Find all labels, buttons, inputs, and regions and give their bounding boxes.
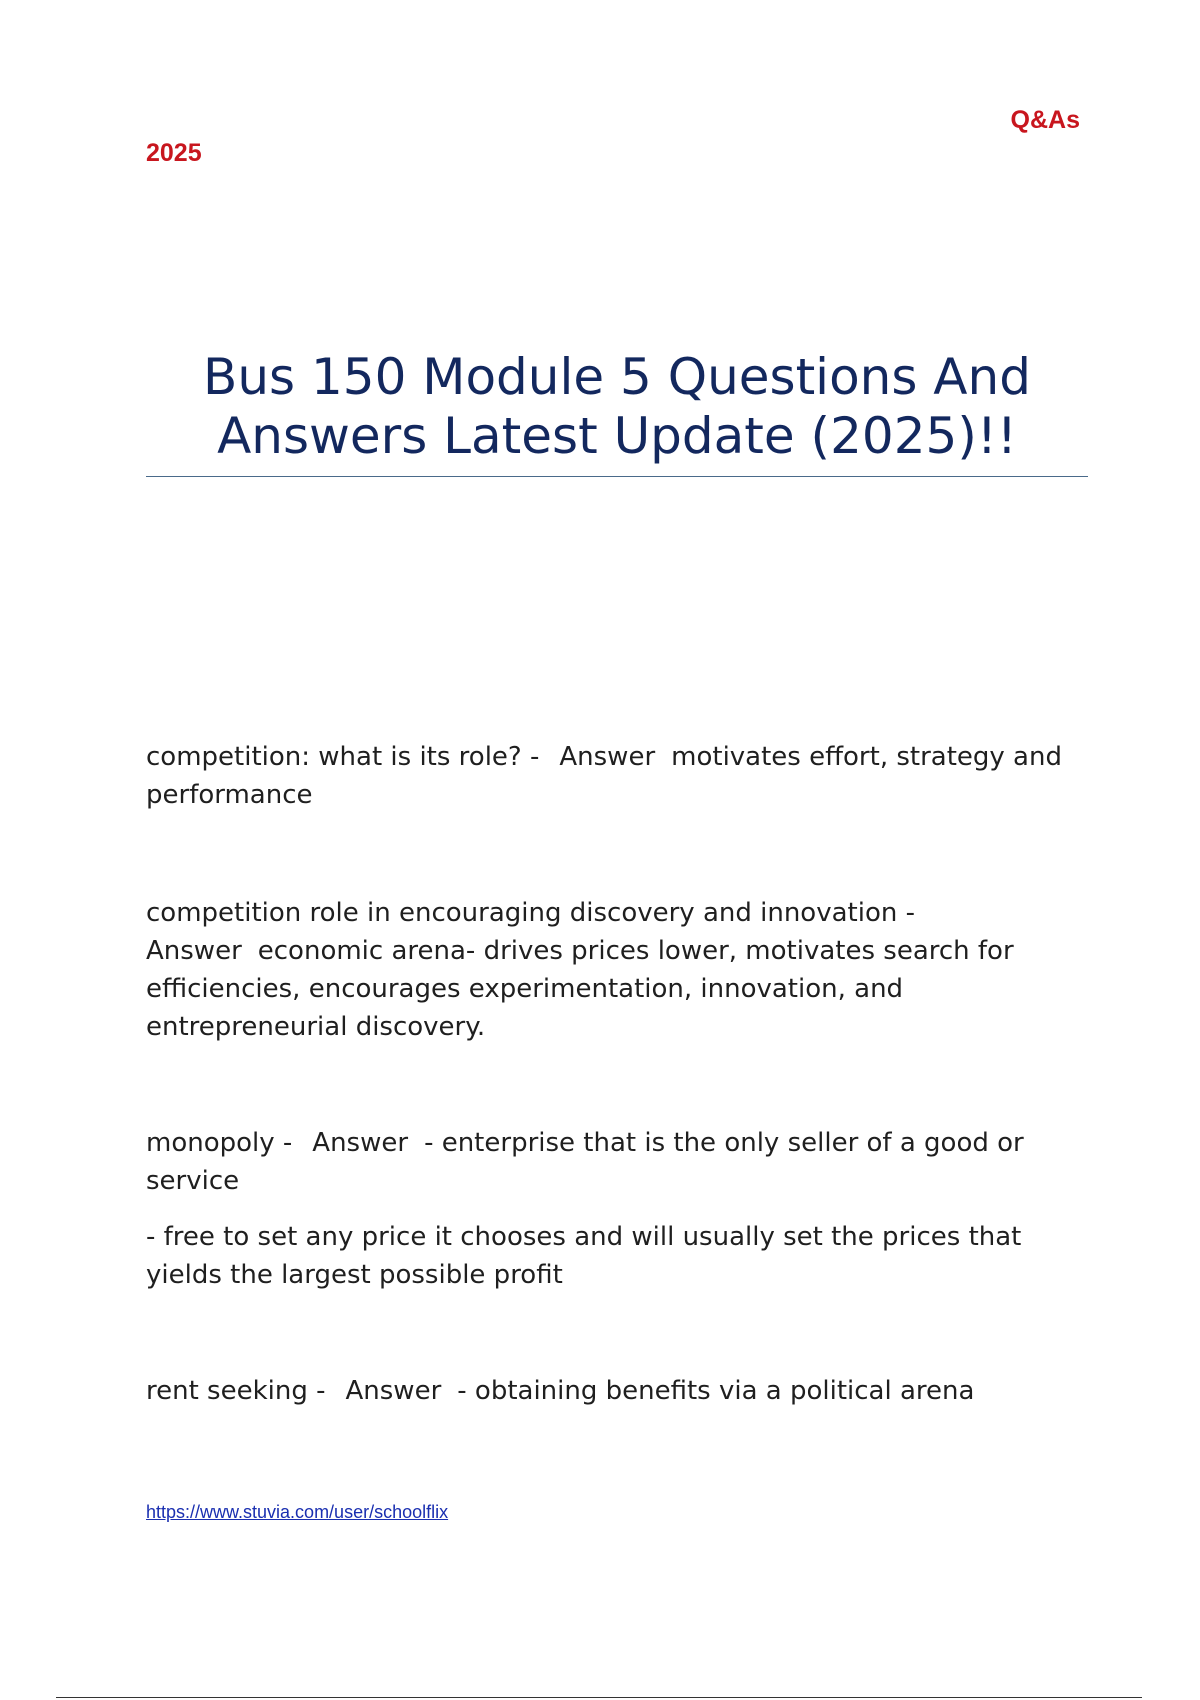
answer-label: Answer — [345, 1376, 442, 1406]
qa-answer: economic arena- drives prices lower, motivates search for efficiencies, encourages experimentation, innovation, and entrepreneurial discovery. — [146, 936, 1014, 1042]
qa-question: competition: what is its role? - — [146, 742, 540, 772]
qa-item — [146, 738, 1096, 814]
source-link[interactable]: https://www.stuvia.com/user/schoolflix — [146, 1502, 449, 1522]
answer-label: Answer — [312, 1128, 409, 1158]
qa-answer: motivates effort, strategy and performance — [146, 742, 1062, 810]
qa-question: competition role in encouraging discovery and innovation - — [146, 898, 915, 928]
qa-answer: - enterprise that is the only seller of a good or service — [146, 1128, 1024, 1196]
title-block — [146, 348, 1088, 477]
document-title: Bus 150 Module 5 Questions And Answers Latest Update (2025)!! — [203, 348, 1031, 465]
qa-item — [146, 1124, 1096, 1200]
qa-item — [146, 1372, 1096, 1410]
answer-label: Answer — [559, 742, 656, 772]
qa-question: monopoly - — [146, 1128, 293, 1158]
footer-divider — [56, 1697, 1142, 1698]
header-tag-year: 2025 — [146, 139, 202, 167]
answer-label: Answer — [146, 936, 242, 966]
qa-answer: - obtaining benefits via a political arena — [457, 1376, 975, 1406]
qa-question: rent seeking - — [146, 1376, 326, 1406]
qa-answer-continued: - free to set any price it chooses and will usually set the prices that yields the largest possible profit — [146, 1222, 1022, 1290]
qa-item — [146, 894, 1096, 1046]
header-tag-qas: Q&As — [1010, 106, 1080, 134]
